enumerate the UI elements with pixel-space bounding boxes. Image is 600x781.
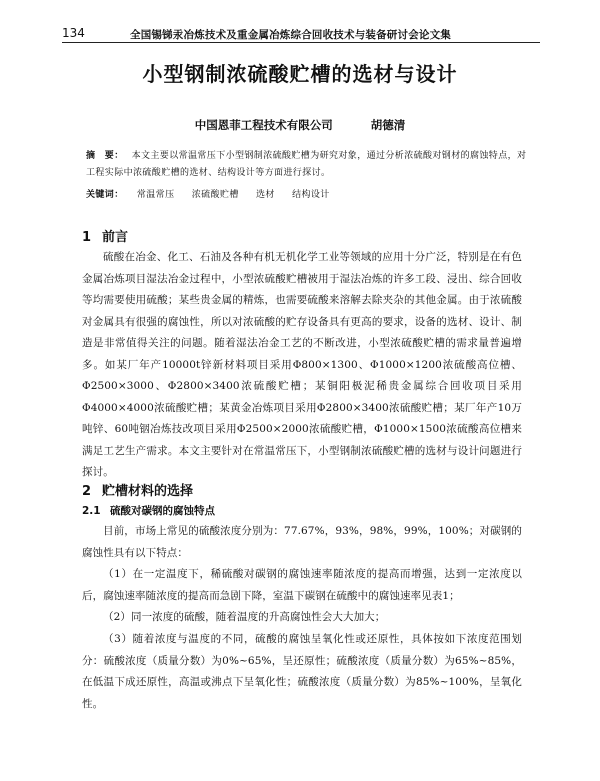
affiliation: 中国恩菲工程技术有限公司 xyxy=(194,118,333,132)
section2-paragraph-2: （1）在一定温度下，稀硫酸对碳钢的腐蚀速率随浓度的提高而增强，达到一定浓度以后，腐蚀速率随浓度的提高而急剧下降，室温下碳钢在硫酸中的腐蚀速率见表1； xyxy=(82,568,522,602)
section-title: 贮槽材料的选择 xyxy=(102,484,194,499)
keyword: 常温常压 xyxy=(136,190,175,200)
section-number: 1 xyxy=(82,230,92,245)
section-heading-1 xyxy=(82,226,128,245)
section2-paragraph-4: （3）随着浓度与温度的不同，硫酸的腐蚀呈氧化性或还原性，具体按如下浓度范围划分：硫酸浓度（质量分数）为0%~65%，呈还原性；硫酸浓度（质量分数）为65%~85%，在低温下成还原性，高温或沸点下呈氧化性；硫酸浓度（质量分数）为85%~100%，呈氧化性。 xyxy=(82,633,522,710)
author-line xyxy=(0,117,600,133)
subsection-number: 2.1 xyxy=(82,505,101,517)
section1-paragraph: 硫酸在冶金、化工、石油及各种有机无机化学工业等领域的应用十分广泛，特别是在有色金属冶炼项目湿法冶金过程中，小型浓硫酸贮槽被用于湿法冶炼的许多工段、浸出、综合回收等均需要使用硫酸；某些贵金属的精炼，也需要硫酸来溶解去除夹杂的其他金属。由于浓硫酸对金属具有很强的腐蚀性，所以对浓硫酸的贮存设备具有更高的要求，设备的选材、设计、制造是非常值得关注的问题。随着湿法冶金工艺的不断改进，小型浓硫酸贮槽的需求量普遍增多。如某厂年产10000t锌新材料项目采用Φ800×1300、Φ1000×1200浓硫酸高位槽、Φ2500×3000、Φ2800×3400浓硫酸贮槽；某铜阳极泥稀贵金属综合回收项目采用Φ4000×4000浓硫酸贮槽；某黄金冶炼项目采用Φ2800×3400浓硫酸贮槽；某厂年产10万吨锌、60吨铟冶炼技改项目采用Φ2500×2000浓硫酸贮槽，Φ1000×1500浓硫酸高位槽来满足工艺生产需求。本文主要针对在常温常压下，小型钢制浓硫酸贮槽的选材与设计问题进行探讨。 xyxy=(82,251,522,478)
section2-paragraph-3: （2）同一浓度的硫酸，随着温度的升高腐蚀性会大大加大； xyxy=(103,611,386,623)
section-heading-2 xyxy=(82,480,193,499)
section-number: 2 xyxy=(82,484,92,499)
subsection-heading xyxy=(82,503,215,518)
running-title: 全国锡锑汞冶炼技术及重金属冶炼综合回收技术与装备研讨会论文集 xyxy=(130,29,451,41)
subsection-title: 硫酸对碳钢的腐蚀特点 xyxy=(110,505,215,517)
paper-title: 小型钢制浓硫酸贮槽的选材与设计 xyxy=(142,62,458,86)
keyword: 选材 xyxy=(256,190,275,200)
abstract xyxy=(86,148,534,182)
abstract-text: 本文主要以常温常压下小型钢制浓硫酸贮槽为研究对象，通过分析浓硫酸对钢材的腐蚀特点，对工程实际中浓硫酸贮槽的选材、结构设计等方面进行探讨。 xyxy=(86,151,527,178)
page-number: 134 xyxy=(62,26,85,40)
section-title: 前言 xyxy=(102,230,129,245)
keywords xyxy=(86,187,534,200)
section2-paragraph-1: 目前，市场上常见的硫酸浓度分别为：77.67%，93%，98%，99%，100%；对碳钢的腐蚀性具有以下特点： xyxy=(82,525,522,559)
author-name: 胡德清 xyxy=(370,118,406,132)
abstract-label: 摘 要： xyxy=(86,151,124,161)
keyword: 结构设计 xyxy=(292,190,330,200)
running-header xyxy=(62,24,540,43)
keywords-label: 关键词： xyxy=(86,190,124,200)
keyword: 浓硫酸贮槽 xyxy=(191,190,239,200)
